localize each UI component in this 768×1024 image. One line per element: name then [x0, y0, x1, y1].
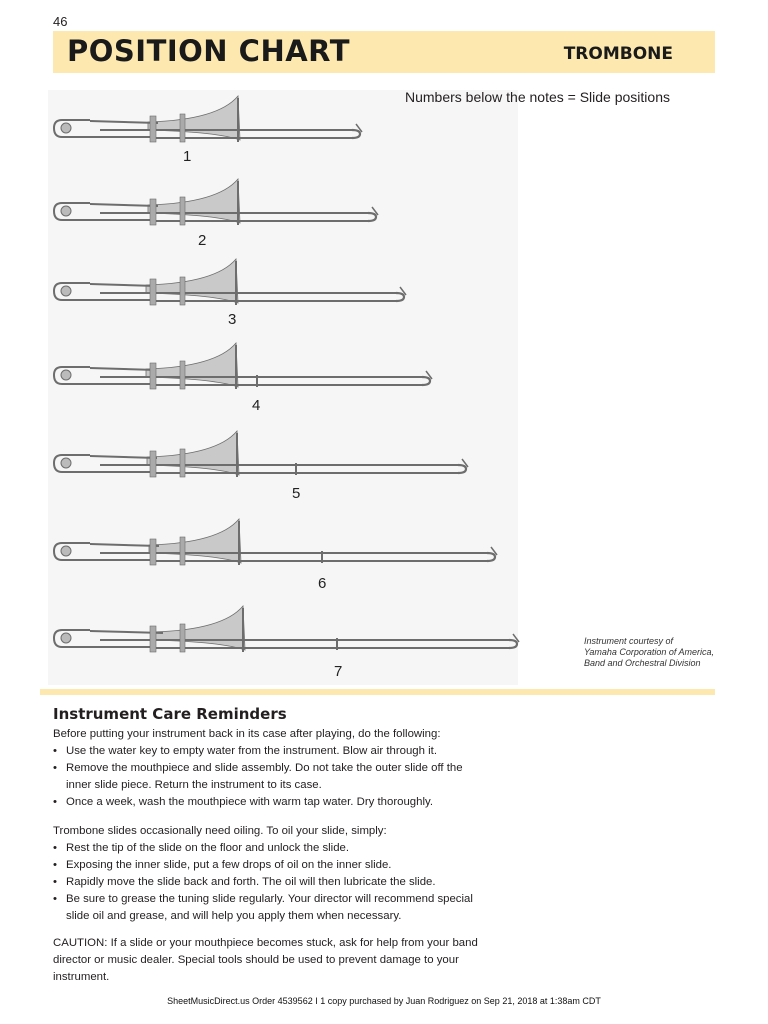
oil-intro: Trombone slides occasionally need oiling. To oil your slide, simply:	[53, 825, 387, 837]
list-item: • Be sure to grease the tuning slide regularly. Your director will recommend special slide oil and grease, and will help you apply them when necessary.	[53, 891, 478, 925]
oil-list	[53, 840, 478, 925]
section-divider	[40, 689, 715, 695]
care-block-1	[53, 726, 483, 811]
credit-line: Yamaha Corporation of America,	[584, 647, 715, 657]
list-item: • Exposing the inner slide, put a few drops of oil on the inner slide.	[53, 857, 478, 874]
slide-position-label: 3	[228, 311, 237, 328]
slide-position-label: 5	[292, 485, 301, 502]
slide-position-label: 7	[334, 663, 343, 680]
slide-position-label: 4	[252, 397, 261, 414]
list-item: • Use the water key to empty water from the instrument. Blow air through it.	[53, 743, 483, 760]
caution-text	[53, 935, 503, 986]
care-list	[53, 743, 483, 811]
care-block-2	[53, 823, 478, 925]
trombone-position-7	[54, 606, 519, 652]
list-item: • Remove the mouthpiece and slide assembly. Do not take the outer slide off the inner slide piece. Return the instrument to its case.	[53, 760, 483, 794]
slide-position-label: 6	[318, 575, 327, 592]
footer-purchase-info: SheetMusicDirect.us Order 4539562 I 1 copy purchased by Juan Rodriguez on Sep 21, 2018 at 1:38am CDT	[167, 996, 601, 1006]
trombone-position-5	[54, 431, 468, 477]
care-intro: Before putting your instrument back in its case after playing, do the following:	[53, 728, 441, 740]
care-heading: Instrument Care Reminders	[53, 705, 287, 723]
page-number: 46	[53, 14, 68, 29]
trombone-position-1	[54, 96, 362, 142]
trombone-position-2	[54, 179, 378, 225]
instrument-credit	[584, 636, 744, 669]
credit-line: Instrument courtesy of	[584, 636, 674, 646]
slide-position-note: Numbers below the notes = Slide positions	[405, 89, 670, 105]
trombone-position-3	[54, 259, 406, 305]
page-title: POSITION CHART	[67, 34, 350, 68]
list-item: • Rapidly move the slide back and forth. The oil will then lubricate the slide.	[53, 874, 478, 891]
trombone-position-4	[54, 343, 432, 389]
list-item: • Rest the tip of the slide on the floor and unlock the slide.	[53, 840, 478, 857]
slide-position-label: 2	[198, 232, 207, 249]
trombone-position-6	[54, 519, 497, 565]
slide-position-label: 1	[183, 148, 192, 165]
credit-line: Band and Orchestral Division	[584, 658, 701, 668]
caution-paragraph: CAUTION: If a slide or your mouthpiece becomes stuck, ask for help from your band director or music dealer. Special tools should be used to prevent damage to your instrument.	[53, 937, 478, 983]
instrument-name: TROMBONE	[563, 44, 673, 64]
list-item: • Once a week, wash the mouthpiece with warm tap water. Dry thoroughly.	[53, 794, 483, 811]
